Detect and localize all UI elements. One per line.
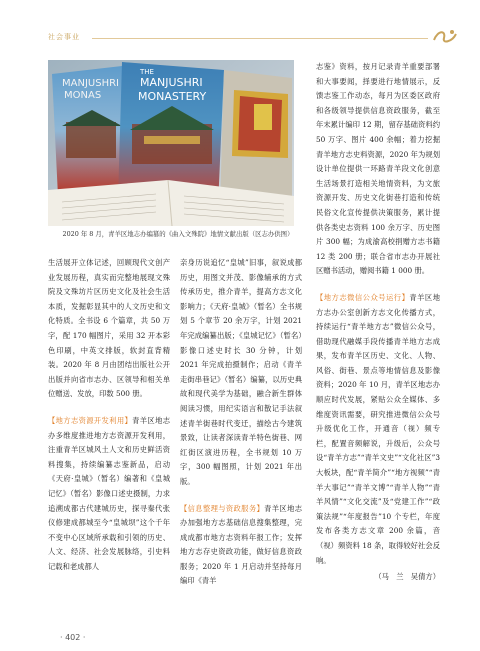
column-1 [48, 256, 170, 574]
page-header [48, 30, 458, 46]
left-book-title-2: MONAS [64, 90, 102, 101]
col2-top-paragraph: 亲身历说追忆“皇城”旧事，叙说成都历史，用图文并茂、影像辅承的方式传承历史，推介青羊，提高方志文化影响力；《天府·皇城》（暂名）全书规划 5 个章节 20 余万字，计划 2021 年完成编纂出版；《皇城记忆》（暂名）影像口述史时长 30 分钟，计划 2021 年完成拍摄制作；启动《青羊走街串巷记》（暂名）编纂，以历史典故和现代美学为基础，融合新生群体阅读习惯，用纪实语言和散记手法叙述青羊街巷时代变迁，描绘古今建筑景致，让读者深读青羊特色街巷、网红街区演进历程，全书规划 10 万字，300 幅图照，计划 2021 年出版。 [180, 258, 302, 486]
col3-body: 青羊区地方志办公室创新方志文化传播方式，持续运行“青羊地方志”微信公众号，借助现代融媒手段传播青羊地方志成果，发布青羊区历史、文化、人物、风俗、街巷、景点等地情信息及影像资料；2020 年 10 月，青羊区地志办顺应时代发展，紧贴公众全媒体、多维度资讯需要，研究推进微信公众号升级优化工作，开通音（视）频专栏，配置音频解说，升级后，公众号设“青羊方志”“青羊文史”“文化社区”3 大板块，配“青羊简介”“地方视频”“青羊大事记”“青羊文博”“青羊人物”“青羊风情”“文化交流”及“党建工作”“政策法规”“年度报告”10 个专栏，年度发布各类方志文章 200 余篇，音（视）频资料 18 条，取得较好社会反响。 [316, 292, 441, 565]
col1-heading: 【地方志资源开发利用】 [48, 415, 133, 425]
main-book-title-prefix: THE [140, 68, 154, 76]
col3-heading: 【地方志微信公众号运行】 [316, 292, 410, 302]
book-photo [48, 60, 294, 226]
col3-section [316, 291, 440, 568]
col1-section [48, 414, 170, 575]
column-3 [316, 60, 440, 585]
col2-section [180, 502, 302, 590]
col1-top-paragraph: 生活展开立体记述，回顾现代文创产业发展历程，真实而完整地展现文殊院及文殊坊片区历史文化及社会生活本质，发掘彰显其中的人文历史和文化特质。全书设 6 个篇章，共 50 万字，配 170 幅图片，采用 32 开本彩色印刷，中英文排版，软封直背精装。2020 年 8 月由团结出版社公开出版并向省市志办、区领导和相关单位赠送、发放，印数 500 册。 [48, 258, 170, 399]
header-rule [92, 38, 428, 39]
book-photo-illustration [48, 60, 294, 226]
author-credit: （马 兰 吴倩方） [374, 572, 440, 582]
page-number: · 402 · [60, 633, 86, 642]
photo-caption: 2020 年 8 月，青羊区地志办编纂的《曲入文殊院》地情文献出版（区志办供图） [62, 230, 294, 238]
col1-body: 青羊区地志办多维度推进地方志资源开发利用，注重青羊区城风土人文和历史鲜活资料搜集，持续编纂志鉴新品，启动《天府·皇城》（暂名）编著和《皇城记忆》（暂名）影像口述史摄制，力求追溯成都古代建城历史，探寻秦代张仪修建成都城至今“皇城坝”这个千年不变中心区域所承载和引领的历史、人文、经济、社会发展脉络，引史料记载和老成都人 [48, 415, 171, 571]
main-book-title-1: MANJUSHRI [140, 76, 203, 89]
section-title: 社会事业 [48, 33, 80, 41]
col2-body: 青羊区地志办加强地方志基础信息搜集整理，完成成都市地方志资料年报工作；发挥地方志存史资政功能，做好信息资政服务；2020 年 1 月启动并坚持每月编印《青羊 [180, 503, 303, 586]
left-book-title-1: MANJUSHRI [62, 78, 119, 89]
col2-heading: 【信息整理与资政服务】 [180, 503, 265, 513]
column-2 [180, 256, 302, 589]
col3-top-paragraph: 志鉴》资料，按月记录青羊重要部署和大事要闻，择要进行地情展示，反馈志鉴工作动态，每月为区委区政府和各级领导提供信息资政服务，截至年末累计编印 12 期，留存基础资料约 50 万字、图片 400 余幅；着力挖掘青羊地方志史料资源，2020 年为规划设计单位提供一环路青羊段文化创意生活场景打造相关地情资料，为文旅资源开发、历史文化街巷打造和传统民俗文化宣传提供决策服务，累计提供各类史志资料 100 余万字、历史图片 300 幅；为成渝高校捐赠方志书籍 12 类 200 册；联合省市志办开展社区赠书活动，赠阅书籍 1 000 册。 [316, 62, 440, 276]
decorative-logo-icon [432, 28, 458, 46]
main-book-title-2: MONASTERY [138, 90, 207, 103]
